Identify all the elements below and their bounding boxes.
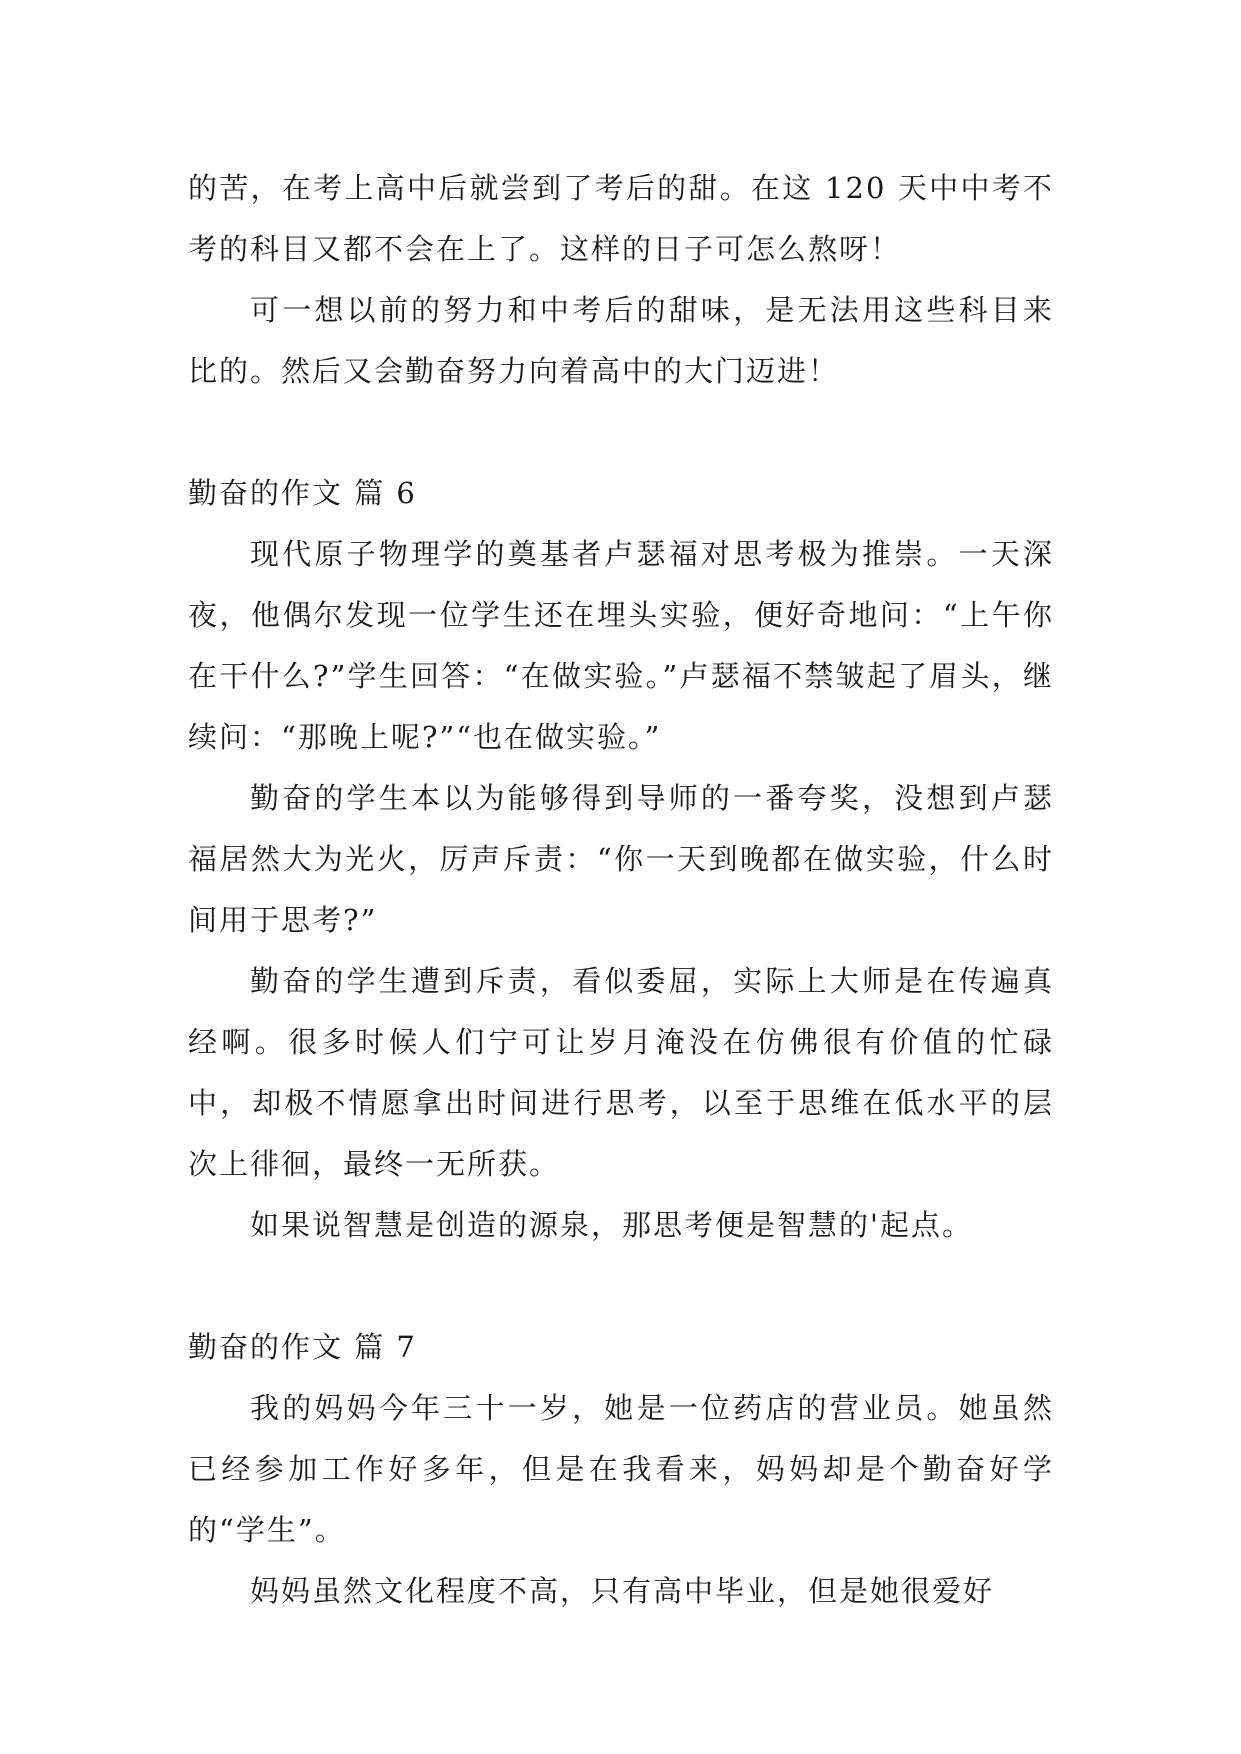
- section-gap: [188, 402, 1054, 463]
- paragraph: 的苦，在考上高中后就尝到了考后的甜。在这 120 天中中考不考的科目又都不会在上了。这样的日子可怎么熬呀！: [188, 171, 1054, 266]
- paragraph: 勤奋的学生本以为能够得到导师的一番夸奖，没想到卢瑟福居然大为光火，厉声斥责：“你一天到晚都在做实验，什么时间用于思考?”: [188, 781, 1054, 937]
- paragraph: 现代原子物理学的奠基者卢瑟福对思考极为推崇。一天深夜，他偶尔发现一位学生还在埋头实验，便好奇地问：“上午你在干什么?”学生回答：“在做实验。”卢瑟福不禁皱起了眉头，继续问：“那晚上呢?”“也在做实验。”: [188, 537, 1054, 754]
- paragraph: 妈妈虽然文化程度不高，只有高中毕业，但是她很爱好: [250, 1574, 995, 1608]
- section-heading-7: 勤奋的作文 篇 7: [188, 1330, 417, 1364]
- section-heading-6: 勤奋的作文 篇 6: [188, 476, 417, 510]
- paragraph: 如果说智慧是创造的源泉，那思考便是智慧的'起点。: [250, 1208, 973, 1242]
- section-gap: [188, 1256, 1054, 1317]
- paragraph: 勤奋的学生遭到斥责，看似委屈，实际上大师是在传遍真经啊。很多时候人们宁可让岁月淹没在仿佛很有价值的忙碌中，却极不情愿拿出时间进行思考，以至于思维在低水平的层次上徘徊，最终一无所获。: [188, 964, 1054, 1181]
- paragraph: 可一想以前的努力和中考后的甜味，是无法用这些科目来比的。然后又会勤奋努力向着高中的大门迈进！: [188, 293, 1054, 388]
- document-body: [188, 158, 1054, 1622]
- paragraph: 我的妈妈今年三十一岁，她是一位药店的营业员。她虽然已经参加工作好多年，但是在我看来，妈妈却是个勤奋好学的“学生”。: [188, 1391, 1054, 1547]
